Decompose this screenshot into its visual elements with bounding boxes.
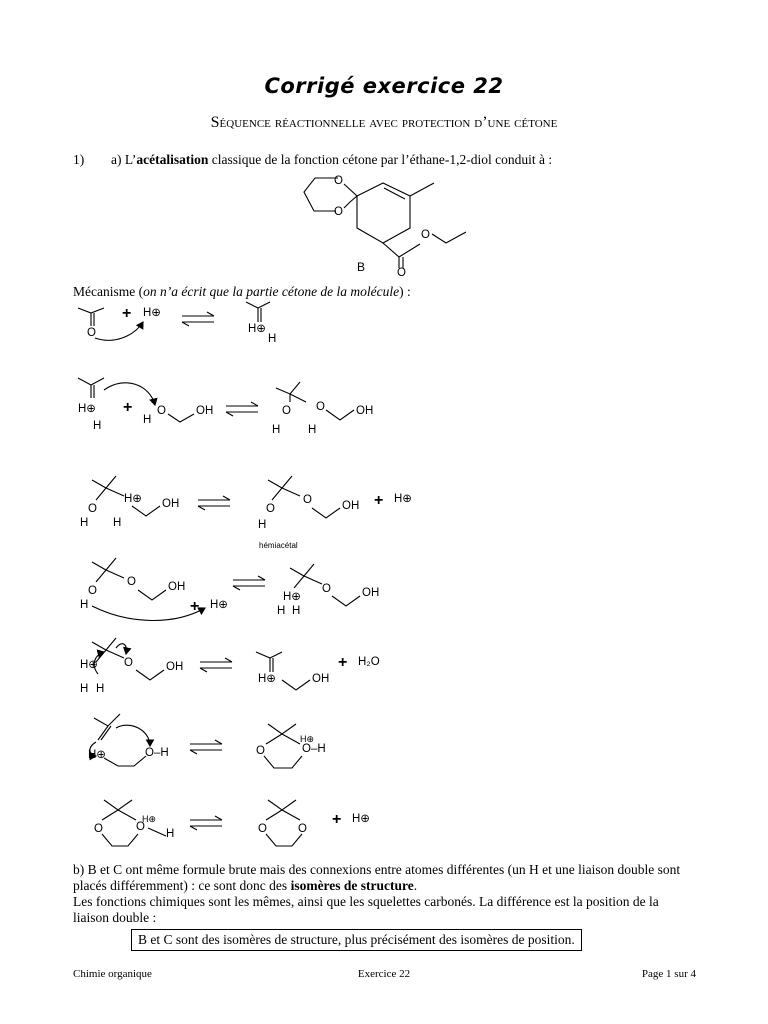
page-subtitle: Séquence réactionnelle avec protection d’une cétone	[210, 114, 558, 131]
molecule-b	[304, 175, 466, 279]
atom-label: O	[266, 503, 275, 515]
atom-label: H	[292, 605, 301, 617]
atom-label: OH	[312, 673, 330, 685]
question-1a-keyword: acétalisation	[136, 152, 209, 167]
atom-label: O	[157, 405, 166, 417]
atom-label: H	[96, 683, 105, 695]
atom-label: H	[272, 424, 281, 436]
atom-label: O–H	[145, 747, 169, 759]
part-b-paragraph	[73, 862, 698, 926]
atom-label: H	[277, 605, 286, 617]
molecule-b-o-bottom: O	[334, 206, 343, 218]
atom-label: H⊕	[78, 403, 96, 415]
atom-label: H	[113, 517, 122, 529]
molecule-b-o-top: O	[334, 175, 343, 187]
part-b-line2: Les fonctions chimiques sont les mêmes, ainsi que les squelettes carbonés. La différence est la position de la liaison double :	[73, 894, 659, 925]
atom-label: H	[80, 599, 89, 611]
mechanism-step-4	[80, 558, 379, 621]
atom-label: O	[282, 405, 291, 417]
atom-label: OH	[196, 405, 214, 417]
molecule-b-o-carbonyl: O	[397, 267, 406, 279]
atom-label: O	[258, 823, 267, 835]
molecule-b-o-ester: O	[421, 229, 430, 241]
mechanism-step-7	[94, 800, 370, 846]
atom-label: O	[256, 745, 265, 757]
atom-label: H⊕	[394, 493, 412, 505]
atom-label: H	[80, 683, 89, 695]
part-b-line1-end: .	[413, 878, 418, 893]
mechanism-step-2	[78, 378, 373, 436]
mechanism-intro-note: on n’a écrit que la partie cétone de la molécule	[143, 284, 400, 299]
atom-label: H⊕	[88, 749, 106, 761]
atom-label: +	[122, 305, 132, 322]
atom-label: OH	[342, 500, 360, 512]
mechanism-step-1	[78, 302, 276, 345]
atom-label: OH	[362, 587, 380, 599]
atom-label: +	[190, 598, 200, 615]
atom-label: H⊕	[142, 814, 157, 824]
atom-label: H	[308, 424, 317, 436]
atom-label: H⊕	[300, 734, 315, 744]
atom-label: O	[298, 823, 307, 835]
atom-label: H	[268, 333, 277, 345]
atom-label: O	[88, 585, 97, 597]
atom-label: H⊕	[80, 659, 98, 671]
atom-label: H	[143, 414, 152, 426]
hemiacetal-label: hémiacétal	[259, 541, 298, 550]
atom-label: H⊕	[124, 493, 142, 505]
atom-label: O	[316, 401, 325, 413]
atom-label: H	[258, 519, 267, 531]
atom-label: H₂O	[358, 656, 380, 668]
mechanism-step-5	[80, 638, 380, 695]
atom-label: +	[123, 399, 133, 416]
question-1a-prefix: a) L’	[111, 152, 137, 167]
molecule-b-label: B	[357, 260, 366, 274]
question-number: 1)	[73, 152, 85, 167]
atom-label: O	[303, 494, 312, 506]
page-title: Corrigé exercice 22	[264, 74, 504, 98]
atom-label: OH	[162, 498, 180, 510]
question-1a-text: classique de la fonction cétone par l’éthane-1,2-diol conduit à :	[208, 152, 553, 167]
atom-label: H⊕	[283, 591, 301, 603]
atom-label: +	[338, 654, 348, 671]
atom-label: H⊕	[210, 599, 228, 611]
footer-exercise: Exercice 22	[357, 968, 411, 980]
mechanism-intro-prefix: Mécanisme (	[73, 284, 144, 299]
atom-label: O	[124, 657, 133, 669]
mechanism-step-3	[80, 476, 412, 550]
atom-label: H	[93, 420, 102, 432]
atom-label: +	[332, 811, 342, 828]
atom-label: H	[80, 517, 89, 529]
atom-label: O–H	[302, 743, 326, 755]
mechanism-step-6	[88, 714, 326, 768]
atom-label: O	[87, 327, 96, 339]
atom-label: H	[166, 828, 175, 840]
footer-page-number: Page 1 sur 4	[641, 968, 696, 980]
atom-label: O	[136, 821, 145, 833]
part-b-line1: b) B et C ont même formule brute mais des connexions entre atomes différentes (un H et une liaison double sont placés différemment) : ce sont donc des	[73, 862, 681, 893]
footer-subject: Chimie organique	[73, 968, 152, 980]
atom-label: H⊕	[248, 323, 266, 335]
part-b-keyword: isomères de structure	[290, 878, 414, 893]
conclusion-box: B et C sont des isomères de structure, plus précisément des isomères de position.	[131, 929, 582, 951]
atom-label: H⊕	[258, 673, 276, 685]
atom-label: O	[322, 583, 331, 595]
atom-label: O	[88, 503, 97, 515]
mechanism-intro-suffix: ) :	[399, 284, 411, 299]
atom-label: O	[94, 823, 103, 835]
atom-label: +	[374, 492, 384, 509]
atom-label: OH	[168, 581, 186, 593]
atom-label: H⊕	[352, 813, 370, 825]
atom-label: OH	[356, 405, 374, 417]
atom-label: OH	[166, 661, 184, 673]
atom-label: O	[127, 576, 136, 588]
atom-label: H⊕	[143, 307, 161, 319]
